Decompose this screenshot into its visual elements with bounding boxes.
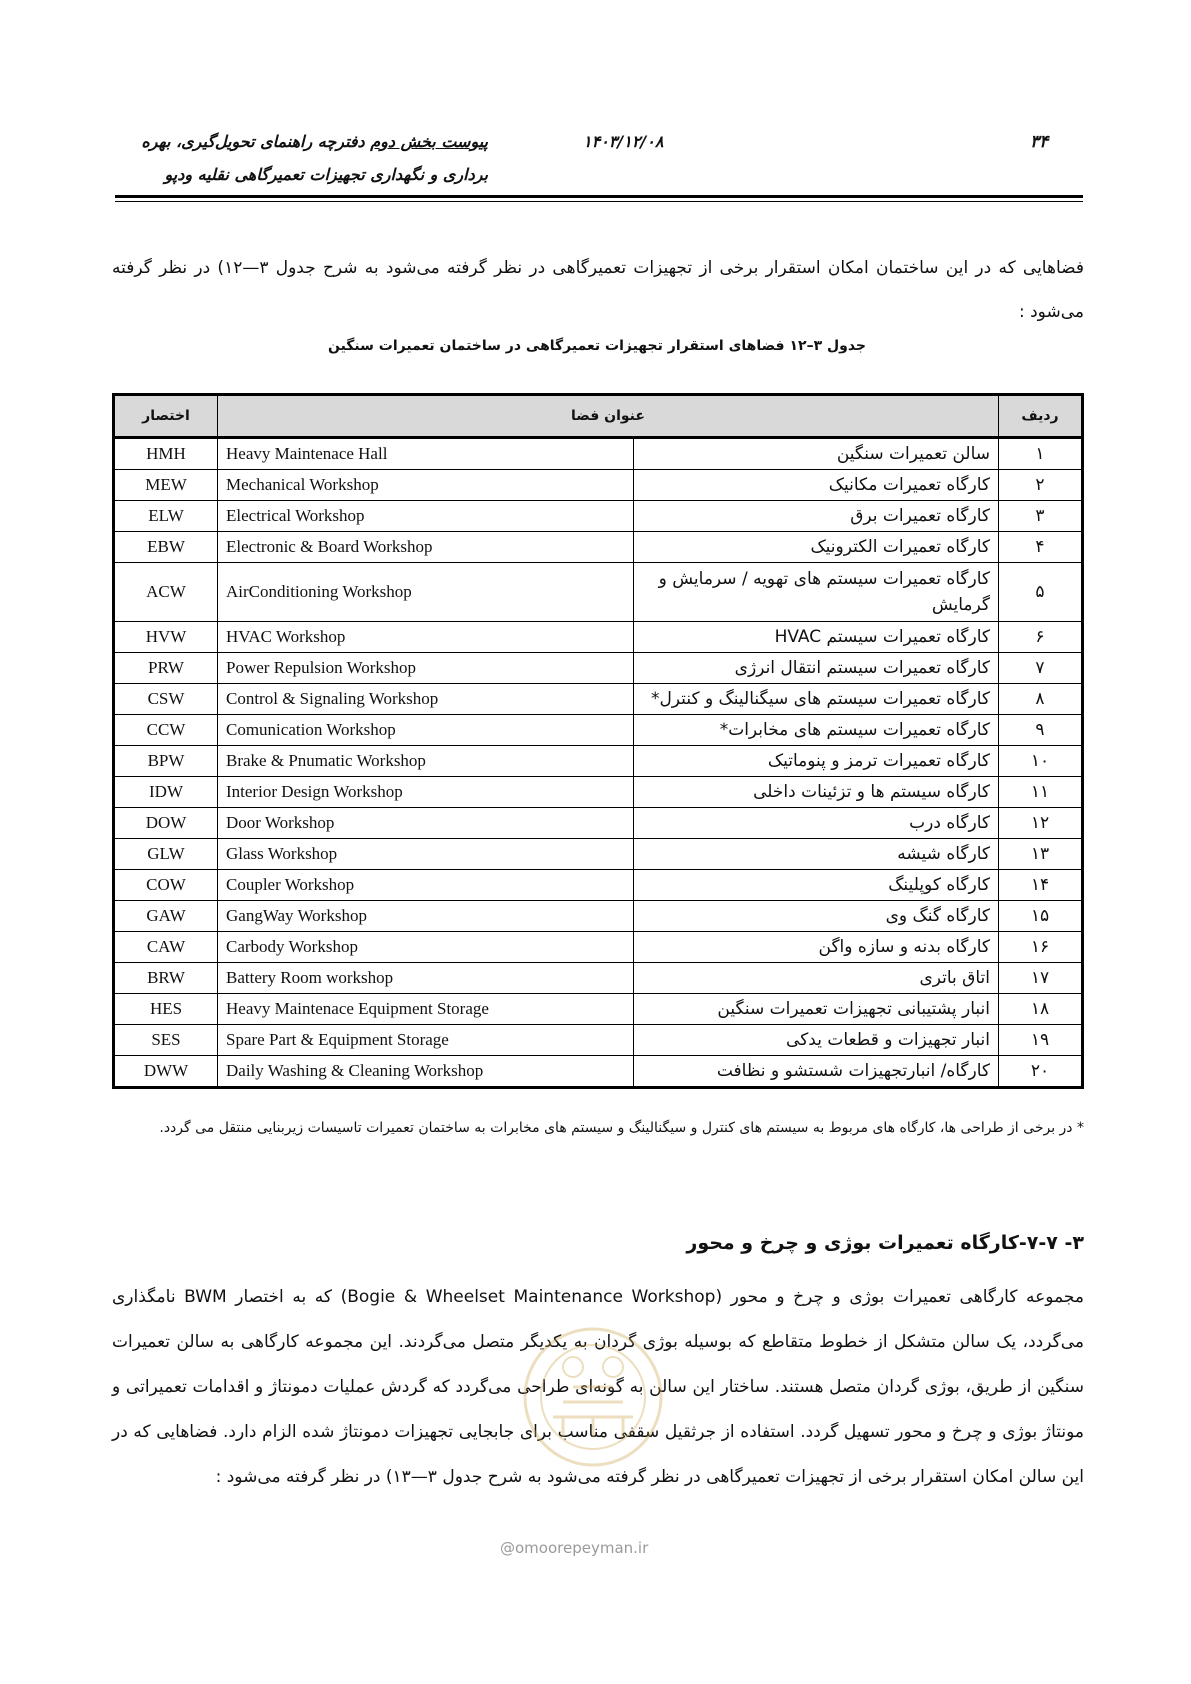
table-row: [114, 746, 1083, 777]
row-title-persian: انبار تجهیزات و قطعات یدکی: [634, 1025, 999, 1056]
row-number: ۸: [999, 684, 1083, 715]
table-row: [114, 963, 1083, 994]
table-footnote: * در برخی از طراحی ها، کارگاه های مربوط به سیستم های کنترل و سیگنالینگ و سیستم های مخابرات به ساختمان تعمیرات تاسیسات زیربنایی منتقل می گردد.: [159, 1120, 1084, 1136]
row-title-english: Comunication Workshop: [218, 715, 634, 746]
watermark-stamp: [503, 1322, 683, 1472]
header-rule-thick: [115, 195, 1083, 198]
table-row: [114, 901, 1083, 932]
row-number: ۱۴: [999, 870, 1083, 901]
table-row: [114, 870, 1083, 901]
header-title: عنوان فضا: [218, 395, 999, 438]
row-title-persian: کارگاه/ انبارتجهیزات شستشو و نظافت: [634, 1056, 999, 1088]
row-title-persian: کارگاه تعمیرات سیستم انتقال انرژی: [634, 653, 999, 684]
table-row: [114, 1056, 1083, 1088]
row-number: ۱۶: [999, 932, 1083, 963]
header-title-annex: پیوست بخش دوم: [370, 132, 488, 151]
row-title-english: Heavy Maintenace Hall: [218, 438, 634, 470]
header-row-number: ردیف: [999, 395, 1083, 438]
row-title-persian: کارگاه درب: [634, 808, 999, 839]
row-title-english: Interior Design Workshop: [218, 777, 634, 808]
row-title-persian: کارگاه تعمیرات برق: [634, 501, 999, 532]
watermark-site: @omoorepeyman.ir: [500, 1539, 649, 1557]
row-title-persian: کارگاه تعمیرات سیستم های مخابرات*: [634, 715, 999, 746]
header-rule-thin: [115, 201, 1083, 202]
row-title-english: Mechanical Workshop: [218, 470, 634, 501]
row-title-english: Heavy Maintenace Equipment Storage: [218, 994, 634, 1025]
row-abbreviation: BRW: [114, 963, 218, 994]
row-abbreviation: ACW: [114, 563, 218, 622]
table-row: [114, 932, 1083, 963]
row-number: ۷: [999, 653, 1083, 684]
row-abbreviation: ELW: [114, 501, 218, 532]
header-title-line2: برداری و نگهداری تجهیزات تعمیرگاهی نقلیه ودپو: [164, 165, 488, 184]
page-number: ۳۴: [1030, 132, 1049, 152]
row-number: ۱۷: [999, 963, 1083, 994]
row-abbreviation: BPW: [114, 746, 218, 777]
row-number: ۲۰: [999, 1056, 1083, 1088]
row-number: ۹: [999, 715, 1083, 746]
row-title-persian: کارگاه گنگ وی: [634, 901, 999, 932]
table-row: [114, 653, 1083, 684]
row-number: ۳: [999, 501, 1083, 532]
row-abbreviation: CAW: [114, 932, 218, 963]
row-abbreviation: HES: [114, 994, 218, 1025]
row-number: ۱۸: [999, 994, 1083, 1025]
row-number: ۱۰: [999, 746, 1083, 777]
row-title-english: Daily Washing & Cleaning Workshop: [218, 1056, 634, 1088]
row-number: ۱۵: [999, 901, 1083, 932]
table-row: [114, 563, 1083, 622]
row-number: ۱: [999, 438, 1083, 470]
row-abbreviation: SES: [114, 1025, 218, 1056]
row-number: ۴: [999, 532, 1083, 563]
row-number: ۱۹: [999, 1025, 1083, 1056]
row-title-persian: کارگاه تعمیرات الکترونیک: [634, 532, 999, 563]
row-title-persian: کارگاه تعمیرات ترمز و پنوماتیک: [634, 746, 999, 777]
row-number: ۲: [999, 470, 1083, 501]
row-abbreviation: COW: [114, 870, 218, 901]
table-row: [114, 839, 1083, 870]
row-title-persian: انبار پشتیبانی تجهیزات تعمیرات سنگین: [634, 994, 999, 1025]
row-abbreviation: CSW: [114, 684, 218, 715]
row-title-english: Carbody Workshop: [218, 932, 634, 963]
row-title-persian: کارگاه شیشه: [634, 839, 999, 870]
row-abbreviation: HVW: [114, 622, 218, 653]
row-number: ۱۳: [999, 839, 1083, 870]
row-title-english: Battery Room workshop: [218, 963, 634, 994]
row-title-english: Spare Part & Equipment Storage: [218, 1025, 634, 1056]
header-abbr: اختصار: [114, 395, 218, 438]
table-row: [114, 684, 1083, 715]
table-header-row: [114, 395, 1083, 438]
row-abbreviation: HMH: [114, 438, 218, 470]
section-paragraph: مجموعه کارگاهی تعمیرات بوژی و چرخ و محور (Bogie & Wheelset Maintenance Workshop) که به اختصار BWM نامگذاری می‌گردد، یک سالن متشکل از خطوط متقاطع که بوسیله بوژی گردان به یکدیگر متصل می‌گردند. این مجموعه کارگاهی به سالن تعمیرات سنگین از طریق، بوژی گردان متصل هستند. ساختار این سالن به گونه‌ای طراحی می‌گردد که گردش عملیات دمونتاژ و اقدامات تعمیراتی و مونتاژ بوژی و چرخ و محور تسهیل گردد. استفاده از جرثقیل سقفی مناسب برای جابجایی تجهیزات دمونتاژ شده الزام دارد. فضاهایی که در این سالن امکان استقرار برخی از تجهیزات تعمیرگاهی در نظر گرفته می‌شود به شرح جدول ۳—۱۳) در نظر گرفته می‌شود :: [112, 1287, 1084, 1487]
row-abbreviation: PRW: [114, 653, 218, 684]
row-abbreviation: CCW: [114, 715, 218, 746]
row-title-english: Coupler Workshop: [218, 870, 634, 901]
table-row: [114, 622, 1083, 653]
row-title-english: HVAC Workshop: [218, 622, 634, 653]
row-abbreviation: DOW: [114, 808, 218, 839]
row-title-persian: کارگاه تعمیرات سیستم های سیگنالینگ و کنترل*: [634, 684, 999, 715]
row-title-english: Door Workshop: [218, 808, 634, 839]
row-title-persian: کارگاه سیستم ها و تزئینات داخلی: [634, 777, 999, 808]
row-title-english: Control & Signaling Workshop: [218, 684, 634, 715]
header-title-line1: [88, 132, 488, 151]
table-caption: جدول ۳–۱۲ فضاهای استقرار تجهیزات تعمیرگاهی در ساختمان تعمیرات سنگین: [327, 338, 867, 354]
row-number: ۱۱: [999, 777, 1083, 808]
table-row: [114, 1025, 1083, 1056]
row-title-persian: سالن تعمیرات سنگین: [634, 438, 999, 470]
table-row: [114, 777, 1083, 808]
header-title-main: دفترچه راهنمای تحویل‌گیری، بهره: [141, 132, 365, 151]
row-title-english: Electronic & Board Workshop: [218, 532, 634, 563]
row-number: ۶: [999, 622, 1083, 653]
row-abbreviation: GAW: [114, 901, 218, 932]
row-title-persian: کارگاه تعمیرات سیستم HVAC: [634, 622, 999, 653]
row-title-english: Power Repulsion Workshop: [218, 653, 634, 684]
table-row: [114, 994, 1083, 1025]
row-number: ۱۲: [999, 808, 1083, 839]
row-title-english: Brake & Pnumatic Workshop: [218, 746, 634, 777]
row-abbreviation: EBW: [114, 532, 218, 563]
table-row: [114, 808, 1083, 839]
table-row: [114, 532, 1083, 563]
table-row: [114, 715, 1083, 746]
row-title-persian: کارگاه تعمیرات سیستم های تهویه / سرمایش و گرمایش: [634, 563, 999, 622]
row-title-persian: کارگاه تعمیرات مکانیک: [634, 470, 999, 501]
spaces-table: [112, 393, 1084, 1089]
row-abbreviation: IDW: [114, 777, 218, 808]
row-title-persian: کارگاه کوپلینگ: [634, 870, 999, 901]
row-title-persian: اتاق باتری: [634, 963, 999, 994]
row-title-english: GangWay Workshop: [218, 901, 634, 932]
table-row: [114, 501, 1083, 532]
row-title-english: AirConditioning Workshop: [218, 563, 634, 622]
row-abbreviation: MEW: [114, 470, 218, 501]
table-row: [114, 438, 1083, 470]
row-title-persian: کارگاه بدنه و سازه واگن: [634, 932, 999, 963]
row-number: ۵: [999, 563, 1083, 622]
row-title-english: Electrical Workshop: [218, 501, 634, 532]
header-date: ۱۴۰۳/۱۲/۰۸: [583, 132, 664, 151]
table-row: [114, 470, 1083, 501]
section-heading: ۳- ۷-۷-کارگاه تعمیرات بوژی و چرخ و محور: [686, 1232, 1084, 1254]
row-title-english: Glass Workshop: [218, 839, 634, 870]
intro-paragraph: فضاهایی که در این ساختمان امکان استقرار برخی از تجهیزات تعمیرگاهی در نظر گرفته می‌شود به شرح جدول ۳—۱۲) در نظر گرفته می‌شود :: [112, 258, 1084, 322]
row-abbreviation: GLW: [114, 839, 218, 870]
row-abbreviation: DWW: [114, 1056, 218, 1088]
